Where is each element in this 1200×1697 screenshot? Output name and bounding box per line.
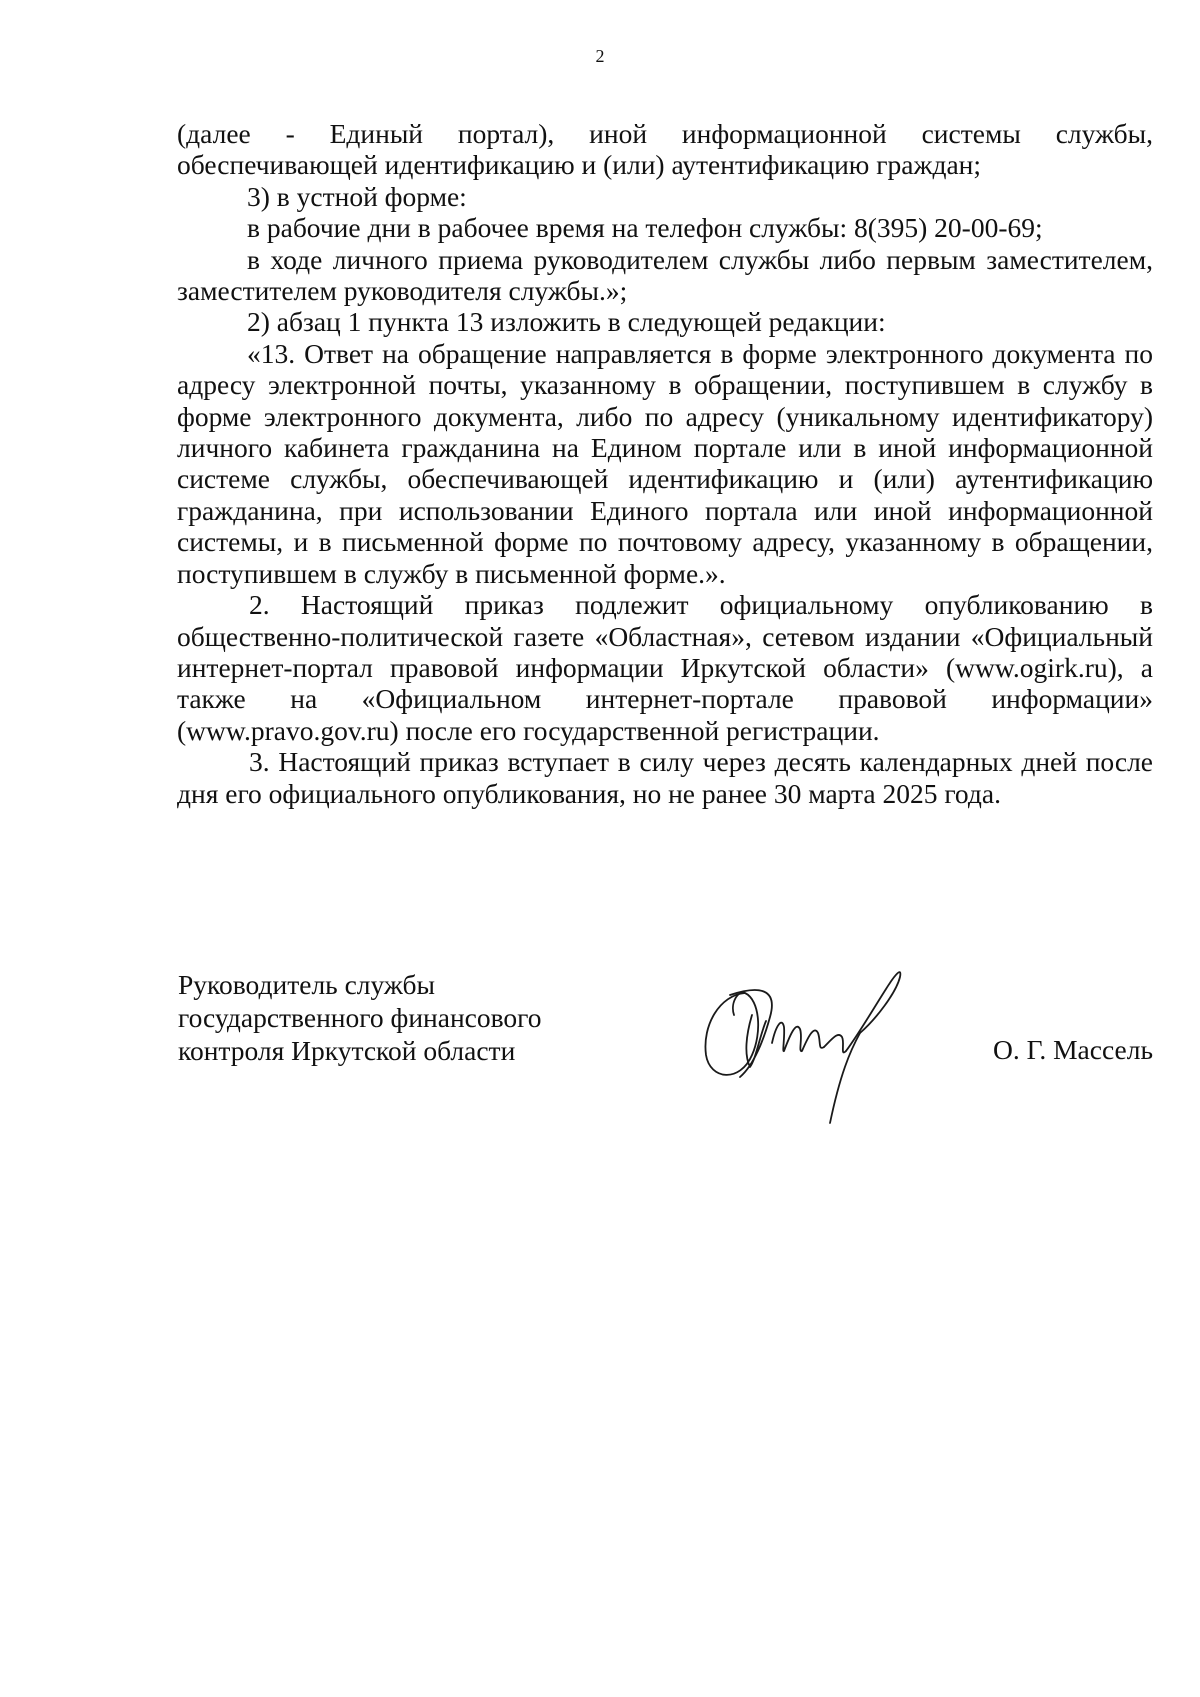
paragraph-amendment-13: 2) абзац 1 пункта 13 изложить в следующей редакции:	[247, 306, 886, 338]
document-body	[177, 118, 1153, 809]
paragraph-oral-form: 3) в устной форме:	[247, 180, 467, 212]
paragraph-item-2-publication: 2. Настоящий приказ подлежит официальному опубликованию в общественно-политической газете «Областная», сетевом издании «Официальный интернет-портал правовой информации Иркутской области» (www.ogirk.ru), а также на «Официальном интернет-портале правовой информации» (www.pravo.gov.ru) после его государственной регистрации.	[177, 589, 1153, 746]
paragraph-item-3-effective-date: 3. Настоящий приказ вступает в силу через десять календарных дней после дня его официального опубликования, но не ранее 30 марта 2025 года.	[177, 746, 1153, 809]
paragraph-phone: в рабочие дни в рабочее время на телефон службы: 8(395) 20-00-69;	[247, 212, 1043, 244]
page-number: 2	[595, 46, 605, 66]
handwritten-signature	[700, 955, 930, 1125]
paragraph-personal-reception: в ходе личного приема руководителем службы либо первым заместителем, заместителем руководителя службы.»;	[177, 243, 1153, 307]
signatory-title-line: контроля Иркутской области	[178, 1035, 516, 1066]
paragraph-point-13-text: «13. Ответ на обращение направляется в форме электронного документа по адресу электронной почты, указанному в обращении, поступившем в службу в форме электронного документа, либо по адресу (уникальному идентификатору) личного кабинета гражданина на Едином портале или в иной информационной системе службы, обеспечивающей идентификацию и (или) аутентификацию гражданина, при использовании Единого портала или иной информационной системы, и в письменной форме по почтовому адресу, указанному в обращении, поступившем в службу в письменной форме.».	[177, 337, 1153, 589]
signatory-title-line: государственного финансового	[178, 1002, 542, 1033]
signatory-title-line: Руководитель службы	[178, 969, 436, 1000]
paragraph-continuation: (далее - Единый портал), иной информационной системы службы, обеспечивающей идентификацию и (или) аутентификацию граждан;	[177, 118, 1153, 181]
signatory-name: О. Г. Массель	[992, 1034, 1153, 1065]
signatory-title	[178, 968, 542, 1067]
